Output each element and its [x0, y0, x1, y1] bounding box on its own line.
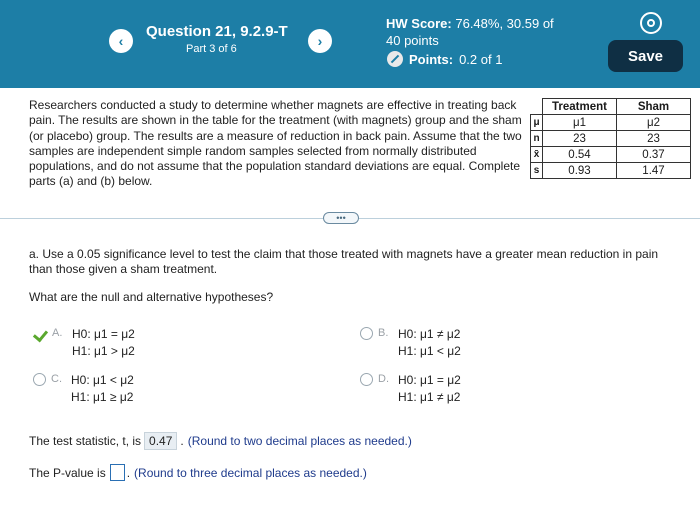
p-value-prefix: The P-value is — [29, 465, 106, 480]
alternative-hypothesis: H1: μ1 ≠ μ2 — [398, 390, 461, 404]
row-label: μ — [531, 115, 543, 131]
option-d[interactable] — [360, 372, 461, 406]
hw-score-label: HW Score: — [386, 16, 452, 31]
question-title: Question 21, 9.2.9-T — [146, 23, 288, 40]
test-statistic-prefix: The test statistic, t, is — [29, 434, 142, 448]
table-row — [531, 115, 691, 131]
hw-score-value: 76.48%, 30.59 of — [455, 16, 554, 31]
p-value-hint: (Round to three decimal places as needed.) — [134, 465, 367, 480]
option-c[interactable] — [33, 372, 134, 406]
table-header: Sham — [617, 99, 691, 115]
save-button[interactable]: Save — [608, 40, 683, 72]
data-table — [530, 98, 691, 179]
table-cell: 23 — [617, 131, 691, 147]
option-letter: C. — [51, 373, 62, 385]
table-row — [531, 147, 691, 163]
table-cell: 0.37 — [617, 147, 691, 163]
correct-check-icon — [33, 327, 49, 340]
next-question-button[interactable]: › — [308, 29, 332, 53]
null-hypothesis: H0: μ1 = μ2 — [72, 327, 135, 341]
settings-gear-icon[interactable] — [640, 12, 662, 34]
test-statistic-suffix: . — [180, 434, 184, 448]
hypotheses-prompt: What are the null and alternative hypotheses? — [29, 290, 274, 304]
table-header-row — [531, 99, 691, 115]
problem-text: Researchers conducted a study to determine whether magnets are effective in treating back pain. The results are shown in the table for the treatment (with magnets) group and the sham (or placebo) group. The results are a measure of reduction in back pain. Assume that the two samples are independent simple random samples selected from normally distributed populations, and do not assume that the population standard deviations are equal. Complete parts (a) and (b) below. — [29, 98, 522, 189]
option-b[interactable] — [360, 326, 461, 360]
table-cell: 23 — [543, 131, 617, 147]
points-row — [387, 51, 502, 67]
radio-button[interactable] — [360, 373, 373, 386]
option-hypotheses — [398, 326, 461, 360]
option-hypotheses — [398, 372, 461, 406]
option-a[interactable] — [33, 326, 135, 360]
option-hypotheses — [72, 326, 135, 360]
option-hypotheses — [71, 372, 134, 406]
table-cell: 1.47 — [617, 163, 691, 179]
option-letter: B. — [378, 327, 389, 339]
points-value: 0.2 of 1 — [459, 51, 503, 67]
null-hypothesis: H0: μ1 ≠ μ2 — [398, 327, 461, 341]
alternative-hypothesis: H1: μ1 > μ2 — [72, 344, 135, 358]
test-statistic-line — [29, 432, 412, 450]
hw-score-value-line2: 40 points — [386, 33, 439, 48]
radio-button[interactable] — [33, 373, 46, 386]
question-part: Part 3 of 6 — [186, 43, 237, 55]
table-corner — [531, 99, 543, 115]
alternative-hypothesis: H1: μ1 ≥ μ2 — [71, 390, 134, 404]
p-value-line — [29, 464, 367, 481]
row-label: x̄ — [531, 147, 543, 163]
table-header: Treatment — [543, 99, 617, 115]
table-cell: μ2 — [617, 115, 691, 131]
null-hypothesis: H0: μ1 = μ2 — [398, 373, 461, 387]
table-cell: 0.93 — [543, 163, 617, 179]
row-label: n — [531, 131, 543, 147]
table-row — [531, 131, 691, 147]
p-value-suffix: . — [126, 465, 131, 480]
null-hypothesis: H0: μ1 < μ2 — [71, 373, 134, 387]
header-bar — [0, 0, 700, 88]
gear-center — [647, 19, 655, 27]
hw-score — [386, 15, 586, 49]
part-a-text: a. Use a 0.05 significance level to test the claim that those treated with magnets have a greater mean reduction in pain than those given a sham treatment. — [29, 247, 659, 277]
points-progress-icon — [387, 51, 403, 67]
test-statistic-answer[interactable]: 0.47 — [144, 432, 177, 450]
radio-button[interactable] — [360, 327, 373, 340]
points-label: Points: — [409, 51, 454, 67]
expand-more-button[interactable]: ••• — [323, 212, 359, 224]
alternative-hypothesis: H1: μ1 < μ2 — [398, 344, 461, 358]
option-letter: A. — [52, 327, 63, 339]
table-cell: 0.54 — [543, 147, 617, 163]
test-statistic-hint: (Round to two decimal places as needed.) — [187, 434, 412, 448]
p-value-input[interactable] — [110, 464, 125, 481]
table-row — [531, 163, 691, 179]
table-cell: μ1 — [543, 115, 617, 131]
previous-question-button[interactable]: ‹ — [109, 29, 133, 53]
option-letter: D. — [378, 373, 389, 385]
row-label: s — [531, 163, 543, 179]
